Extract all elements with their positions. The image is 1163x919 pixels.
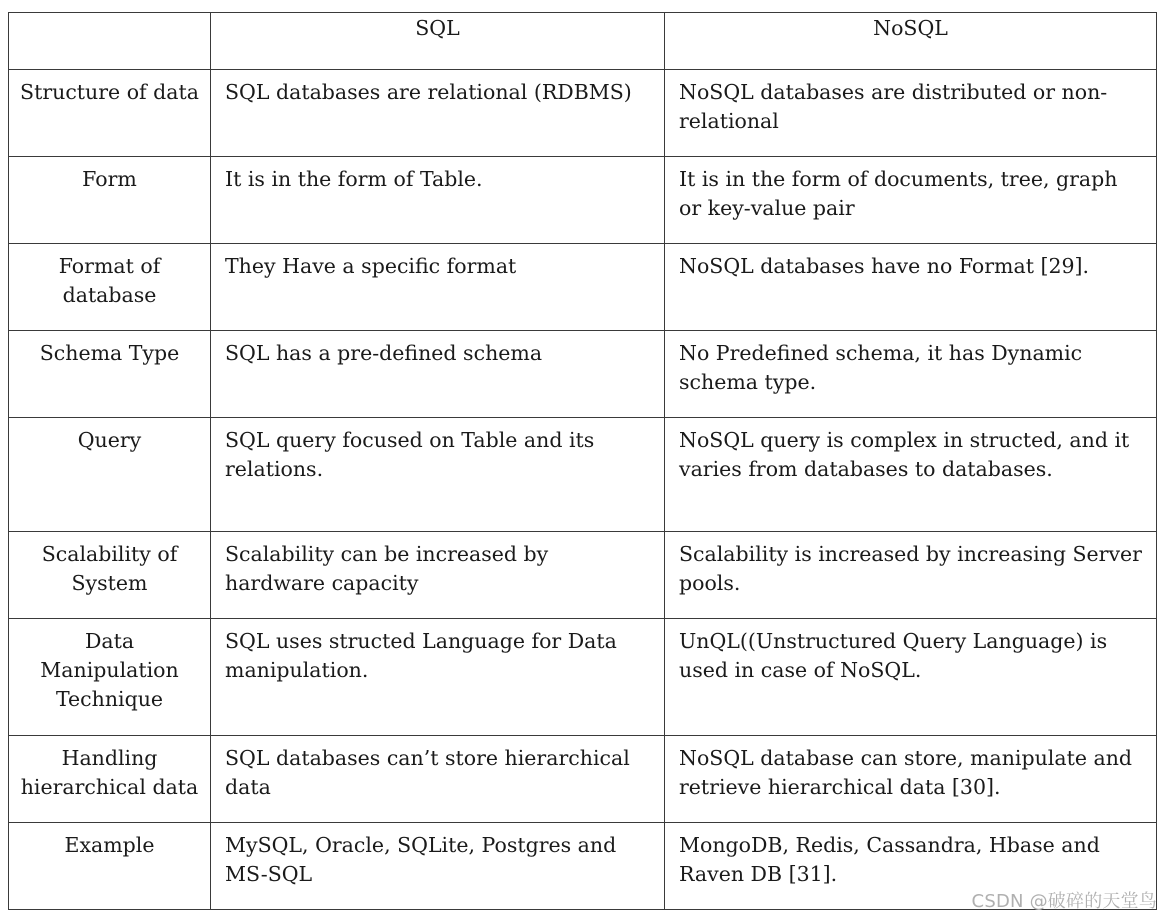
table-row (9, 418, 1157, 532)
sql-cell: SQL has a pre-defined schema (211, 331, 665, 418)
nosql-cell: NoSQL database can store, manipulate and retrieve hierarchical data [30]. (665, 736, 1157, 823)
header-nosql-cell: NoSQL (665, 13, 1157, 70)
comparison-table (8, 12, 1157, 910)
feature-cell: Query (9, 418, 211, 532)
feature-cell: Data Manipulation Technique (9, 619, 211, 736)
nosql-cell: NoSQL query is complex in structed, and it varies from databases to databases. (665, 418, 1157, 532)
feature-cell: Schema Type (9, 331, 211, 418)
nosql-cell: No Predefined schema, it has Dynamic schema type. (665, 331, 1157, 418)
sql-cell: SQL databases can’t store hierarchical data (211, 736, 665, 823)
header-sql-cell: SQL (211, 13, 665, 70)
nosql-cell: NoSQL databases are distributed or non-relational (665, 70, 1157, 157)
sql-cell: They Have a specific format (211, 244, 665, 331)
nosql-cell: UnQL((Unstructured Query Language) is used in case of NoSQL. (665, 619, 1157, 736)
nosql-cell: It is in the form of documents, tree, graph or key-value pair (665, 157, 1157, 244)
table-row (9, 331, 1157, 418)
table-row (9, 244, 1157, 331)
feature-cell: Scalability of System (9, 532, 211, 619)
nosql-cell: NoSQL databases have no Format [29]. (665, 244, 1157, 331)
feature-cell: Example (9, 823, 211, 910)
feature-cell: Handling hierarchical data (9, 736, 211, 823)
header-feature-cell (9, 13, 211, 70)
sql-cell: Scalability can be increased by hardware capacity (211, 532, 665, 619)
header-row (9, 13, 1157, 70)
table-row (9, 157, 1157, 244)
table-row (9, 532, 1157, 619)
feature-cell: Form (9, 157, 211, 244)
feature-cell: Structure of data (9, 70, 211, 157)
csdn-watermark: CSDN @破碎的天堂鸟 (971, 891, 1157, 912)
table-row (9, 736, 1157, 823)
table-row (9, 70, 1157, 157)
sql-cell: SQL databases are relational (RDBMS) (211, 70, 665, 157)
feature-cell: Format of database (9, 244, 211, 331)
sql-cell: It is in the form of Table. (211, 157, 665, 244)
sql-cell: SQL query focused on Table and its relations. (211, 418, 665, 532)
sql-cell: SQL uses structed Language for Data manipulation. (211, 619, 665, 736)
nosql-cell: MongoDB, Redis, Cassandra, Hbase and Raven DB [31]. (665, 823, 1157, 910)
nosql-cell: Scalability is increased by increasing Server pools. (665, 532, 1157, 619)
table-row (9, 619, 1157, 736)
sql-cell: MySQL, Oracle, SQLite, Postgres and MS-SQL (211, 823, 665, 910)
